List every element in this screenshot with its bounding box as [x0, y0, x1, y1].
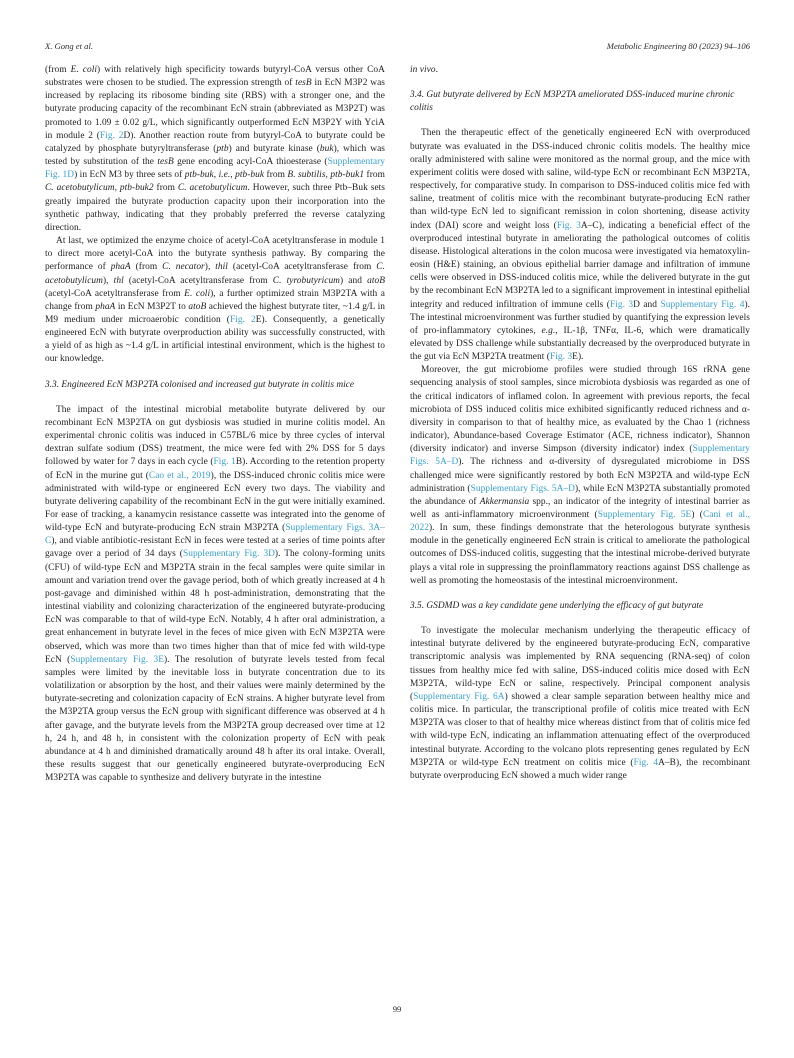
right-column [410, 64, 750, 785]
citation-link[interactable]: Supplementary Fig. 3D [182, 549, 275, 560]
section-heading [45, 379, 385, 392]
header-journal: Metabolic Engineering 80 (2023) 94–106 [606, 41, 750, 51]
text: E). [572, 352, 584, 363]
text: ). The colony-forming units (CFU) of wild-type EcN and M3P2TA strain in the fecal samples were quite similar in amount and variation trend over the gavage period, both of which greatly increased at 4 h post-gavage and diminished within 48 h post-administration, demonstrating that the intestinal viability and colonizing characterization of the engineered butyrate-producing EcN was comparable to that of wild-type EcN. Notably, 4 h after oral administration, a great enhancement in butyrate level in the feces of mice given with EcN M3P2TA were observed, which was more than two times higher than that of mice fed with wild-type EcN ( [45, 549, 385, 665]
italic-text: thl [113, 275, 124, 286]
text: in EcN M3P2T to [115, 301, 189, 312]
italic-text: buk [319, 143, 334, 154]
text: , IL-1β, TNFα, IL-6, which were dramatically elevated by DSS challenge while substantially decreased by the overproduced butyrate in the gut via EcN M3P2TA treatment ( [410, 325, 750, 363]
text: gene encoding acyl-CoA thioesterase ( [173, 157, 328, 168]
text: A–C), indicating a beneficial effect of the overproduced intestinal butyrate in ameliorating the pathological outcomes of colitis disease. Histological alterations in the colon mucosa were investigated via hematoxylin-eosin (H&E) staining, an obvious epithelial barrier damage and infiltration of immune cells were observed in DSS-induced colitis mice, while the delivered butyrate in the gut by the recombinant EcN M3P2TA led to a significant improvement in intestinal epithelial integrity and reduced infiltration of immune cells ( [410, 220, 751, 310]
citation-link[interactable]: Supplementary Fig. 4 [660, 299, 745, 310]
two-column-body [45, 64, 750, 785]
italic-text: C. tyrobutyricum [272, 275, 341, 286]
citation-link[interactable]: Supplementary Figs. 5A–D [410, 444, 750, 468]
citation-link[interactable]: Supplementary Fig. 5E [597, 510, 692, 520]
text: spp., an indicator of the integrity of intestinal barrier as well as anti-inflammatory microenvironment ( [410, 496, 750, 520]
paragraph [45, 64, 385, 235]
italic-text: E. coli [184, 288, 211, 299]
citation-link[interactable]: Supplementary Figs. 5A–D [470, 483, 575, 494]
text: 3.4. Gut butyrate delivered by EcN M3P2TA ameliorated DSS-induced murine chronic colitis [410, 90, 735, 114]
text: (from [130, 262, 163, 273]
italic-text: ptb-buk [235, 170, 265, 181]
text: in EcN M3P2 was increased by replacing its ribosome binding site (RBS) with a stronger one, and the butyrate producing capacity of the recombinant EcN strain (abbreviated as M3P2T) was promoted to 1.09 ± 0.02 g/L, which significantly outperformed EcN M3P2Y with YciA in module 2 ( [45, 78, 385, 141]
text: (acetyl-CoA acetyltransferase from [123, 275, 273, 286]
text: ), [204, 262, 216, 273]
text: ), and viable antibiotic-resistant EcN in feces were tested at a series of time points after gavage over a period of 34 days ( [45, 536, 385, 560]
italic-text: phaA [95, 301, 116, 312]
text: ). The intestinal microenvironment was further studied by quantifying the expression levels of pro-inflammatory cytokines, [410, 299, 751, 336]
text: , [213, 170, 219, 181]
text: To investigate the molecular mechanism underlying the therapeutic efficacy of intestinal butyrate delivered by the engineered butyrate-producing EcN, comparative transcriptomic analysis was implemented by RNA sequencing (RNA-seq) of colon tissues from healthy mice fed with saline, DSS-induced colitis mice dosed with EcN M3P2TA, wild-type EcN or saline, respectively. Principal component analysis ( [410, 626, 750, 702]
text: B). According to the retention property of EcN in the murine gut ( [45, 457, 385, 481]
italic-text: ptb-buk1 [330, 170, 365, 181]
left-column [45, 64, 385, 785]
text: E). Consequently, a genetically engineered EcN with butyrate overproduction ability was successfully constructed, with a yield of as high as ~1.4 g/L in artificial intestinal environment, which is the highest to our knowledge. [45, 314, 385, 365]
paragraph [45, 404, 385, 786]
citation-link[interactable]: Cani et al., 2022 [410, 510, 750, 534]
paragraph [410, 64, 750, 77]
italic-text: tesB [295, 78, 312, 89]
italic-text: Akkermansia [479, 496, 530, 507]
italic-text: thil [215, 262, 228, 273]
section-heading [410, 600, 750, 613]
running-header [45, 41, 750, 51]
italic-text: B. subtilis [287, 170, 326, 181]
citation-link[interactable]: Fig. 3 [549, 352, 573, 363]
paragraph [410, 127, 750, 364]
text: , [230, 170, 236, 181]
citation-link[interactable]: Supplementary Fig. 6A [413, 691, 505, 702]
italic-text: C. acetobutylicum [177, 183, 248, 194]
text: ) and [340, 275, 368, 286]
paragraph [45, 235, 385, 367]
text: , [325, 170, 331, 181]
text: ). In sum, these findings demonstrate that the heterologous butyrate synthesis module in the genetically engineered EcN strain is critical to ameliorate the pathological outcomes of DSS-induced colitis, suggesting that the intestinal microbe-derived butyrate plays a vital role in suppressing the proinflammatory reactions against DSS challenge as well as promoting the homeostasis of the intestinal microenvironment. [410, 523, 750, 586]
text: (from [45, 65, 71, 75]
italic-text: C. acetobutylicum [45, 183, 115, 194]
citation-link[interactable]: Supplementary Figs. 3A–C [45, 523, 385, 547]
text: ), while EcN M3P2TA substantially promoted the abundance of [410, 483, 750, 507]
text: . [435, 65, 439, 75]
text: ) showed a clear sample separation between healthy mice and colitis mice. In particular, the transcriptional profile of colitis mice treated with EcN M3P2TA was closer to that of healthy mice whereas distinct from that of colitis mice fed with wild-type EcN, indicating an inflammation attenuating effect of the overproduced intestinal butyrate. According to the volcano plots representing genes regulated by EcN M3P2TA or wild-type EcN treatment on colitis mice ( [410, 691, 751, 768]
header-authors: X. Gong et al. [45, 41, 93, 51]
section-heading [410, 89, 750, 115]
text: The impact of the intestinal microbial metabolite butyrate delivered by our recombinant EcN M3P2TA on gut dysbiosis was studied in murine colitis model. An experimental chronic colitis was induced in C57BL/6 mice by three cycles of interval dextran sulfate sodium (DSS) treatment, the mice were fed with 2% DSS for 5 days followed by water for 7 days in each cycle ( [45, 404, 385, 468]
text: ), the DSS-induced chronic colitis mice were administrated with wild-type or engineered EcN every two days. The viability and butyrate delivering capability of the recombinant EcN in the gut were initially examined. For ease of tracking, a kanamycin resistance cassette was integrated into the genome of wild-type EcN and butyrate-producing EcN strain M3P2TA ( [45, 470, 385, 534]
text: ), which was tested by substitution of the [45, 143, 385, 168]
text: (acetyl-CoA acetyltransferase from [227, 262, 377, 273]
text: ), [102, 275, 114, 286]
text: Moreover, the gut microbiome profiles were studied through 16S rRNA gene sequencing analysis of stool samples, since microbiota dysbiosis was regarded as one of the critical indicators of inflamed colon. In agreement with previous reports, the fecal microbiota of DSS induced colitis mice exhibited significantly reduced richness and α-diversity in comparison to that of healthy mice, as evaluated by the Chao 1 (richness indicator), Abundance-based Coverage Estimator (ACE, richness indicator), Shannon (diversity indicator) and inverse Simpson (diversity indicator) index ( [410, 365, 750, 455]
text: At last, we optimized the enzyme choice of acetyl-CoA acetyltransferase in module 1 to direct more acetyl-CoA into the butyrate synthesis pathway. By comparing the performance of [45, 236, 385, 273]
text: from [153, 183, 178, 194]
text: ) and butyrate kinase ( [228, 143, 320, 154]
text: from [264, 170, 288, 181]
text: ). The resolution of butyrate levels tested from fecal samples were limited by the inevitable loss in butyrate concentration due to its volatilization or absorption by the host, and their values were mainly determined by the butyrate-secreting and colonization capacity of EcN strains. A higher butyrate level from the M3P2TA group versus the EcN group with significant difference was observed at 4 h after gavage, and the butyrate levels from the M3P2TA group decreased over time at 12 h, 24 h, and 48 h, in consistent with the colonization property of EcN with peak abundance at 4 h and diminished dramatically around 48 h after its oral intake. Overall, these results suggest that our genetically engineered butyrate-overproducing EcN M3P2TA was capable to synthesize and delivery butyrate in the intestine [45, 654, 386, 784]
text: ). The richness and α-diversity of dysregulated microbiome in DSS challenged mice were significantly restored by both EcN M3P2TA and wild-type EcN administration ( [410, 457, 750, 494]
text: ), a further optimized strain M3P2TA with a change from [45, 288, 385, 312]
page-number: 99 [392, 1004, 402, 1014]
text: 3.3. Engineered EcN M3P2TA colonised and increased gut butyrate in colitis mice [45, 379, 355, 390]
citation-link[interactable]: Supplementary Fig. 1D [45, 157, 386, 181]
citation-link[interactable]: Supplementary Fig. 3E [70, 654, 164, 665]
text: Then the therapeutic effect of the genetically engineered EcN with overproduced butyrate was evaluated in the DSS-induced chronic colitis models. The healthy mice orally administered with saline were monitored as the normal group, and the mice with experiment colitis were dosed with saline, wild-type EcN or recombinant EcN M3P2TA, respectively, for comparative study. In comparison to DSS-induced colitis mice fed with saline, treatment of colitis mice with the recombinant butyrate-producing EcN rather than wild-type EcN led to significant remission in colon shortening, disease activity index (DAI) score and weight loss ( [410, 128, 750, 231]
text: , [114, 183, 120, 194]
text: ) with relatively high specificity towards butyryl-CoA versus other CoA substrates were chosen to be studied. The expression strength of [45, 65, 385, 89]
text: A–B), the recombinant butyrate overproducing EcN showed a much wider range [410, 757, 750, 781]
italic-text: atoB [367, 275, 385, 286]
citation-link[interactable]: Fig. 3 [609, 299, 634, 310]
italic-text: ptb [216, 143, 229, 154]
citation-link[interactable]: Fig. 2 [99, 130, 124, 141]
text: achieved the highest butyrate titer, ~1.4 g/L in M9 medium under microaerobic condition ( [45, 301, 385, 325]
text: (acetyl-CoA acetyltransferase from [45, 288, 185, 299]
text: ) ( [691, 510, 703, 520]
italic-text: phaA [110, 262, 131, 273]
citation-link[interactable]: Cao et al., 2019 [148, 470, 211, 481]
italic-text: tesB [157, 157, 174, 168]
italic-text: ptb-buk [184, 170, 214, 181]
citation-link[interactable]: Fig. 4 [633, 757, 659, 768]
italic-text: ptb-buk2 [119, 183, 154, 194]
italic-text: C. acetobutylicum [45, 262, 385, 286]
italic-text: E. coli [70, 65, 98, 75]
paragraph [410, 625, 750, 783]
italic-text: e.g. [541, 325, 556, 336]
text: D and [633, 299, 661, 310]
text: from [364, 170, 385, 181]
text: . However, such three Ptb–Buk sets greatly impaired the butyrate production capacity upon their incorporation into the synthetic pathway, indicating that they probably preferred the reverse catalyzing direction. [45, 183, 386, 233]
text: ) in EcN M3 by three sets of [74, 170, 185, 181]
paragraph [410, 364, 750, 588]
italic-text: C. necator [162, 262, 205, 273]
text: D). Another reaction route from butyryl-CoA to butyrate could be catalyzed by phosphate butyryltransferase ( [45, 130, 385, 154]
italic-text: in vivo [410, 65, 436, 75]
italic-text: i.e. [218, 170, 231, 181]
citation-link[interactable]: Fig. 2 [229, 314, 256, 325]
italic-text: atoB [188, 301, 207, 312]
citation-link[interactable]: Fig. 3 [556, 220, 581, 231]
text: 3.5. GSDMD was a key candidate gene underlying the efficacy of gut butyrate [410, 600, 704, 611]
citation-link[interactable]: Fig. 1 [213, 457, 236, 468]
